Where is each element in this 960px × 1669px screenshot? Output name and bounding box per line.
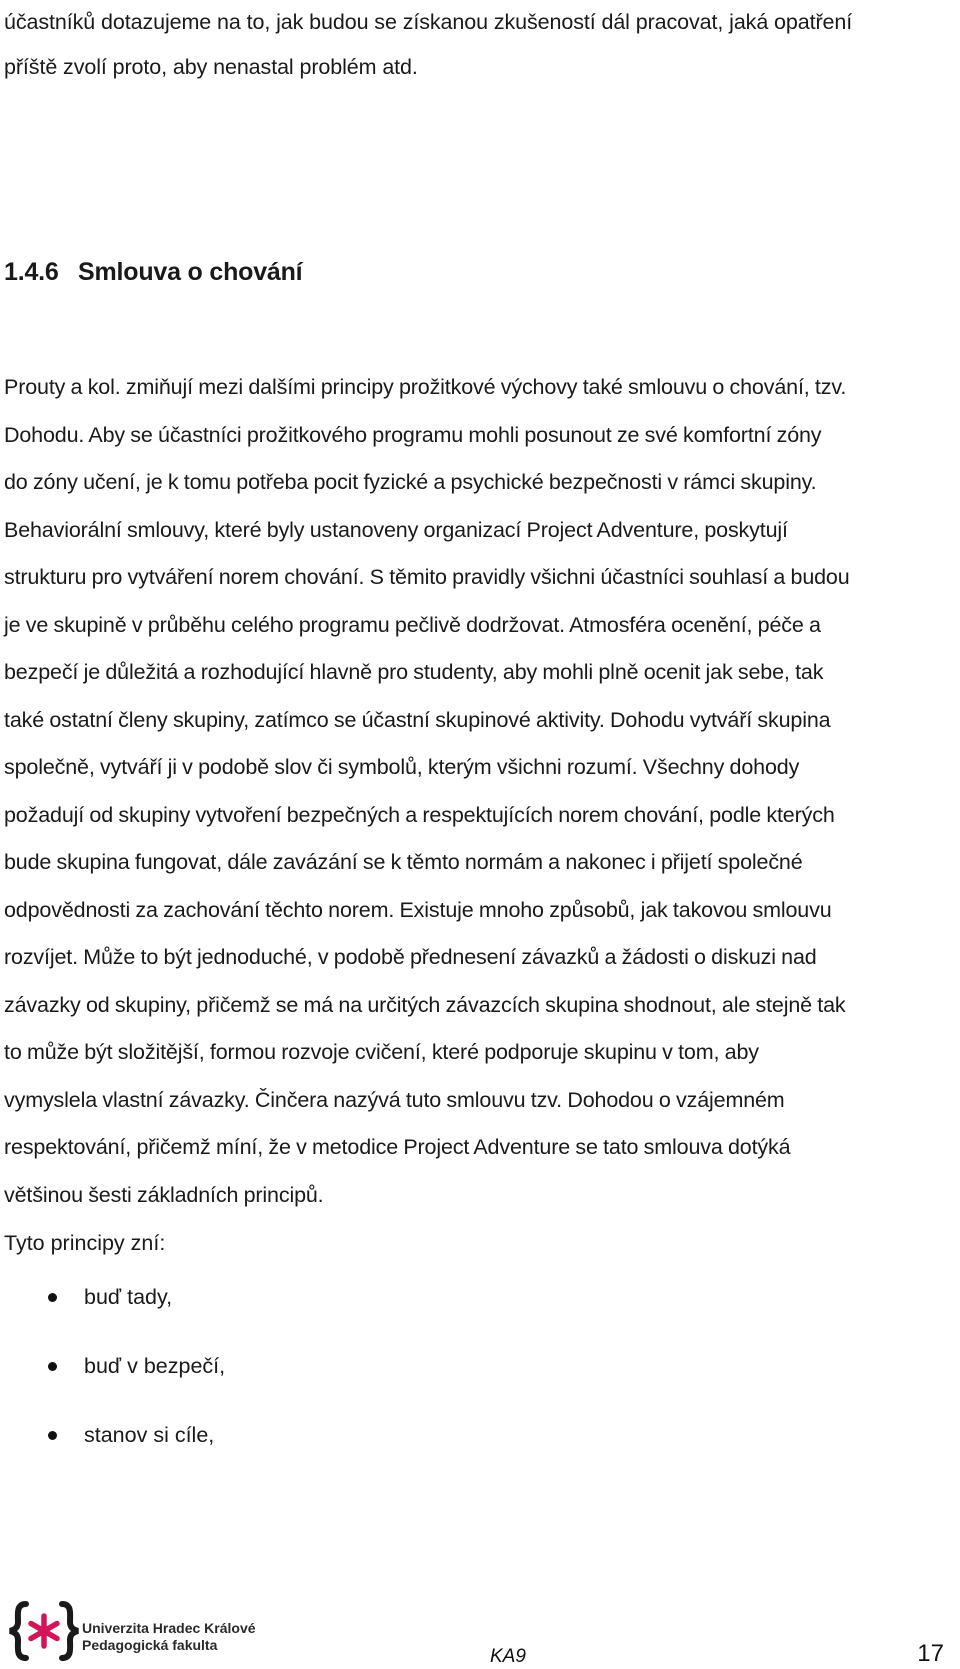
paragraph-line: rozvíjet. Může to být jednoduché, v podobě přednesení závazků a žádosti o diskuzi nad <box>4 945 817 969</box>
paragraph-line: závazky od skupiny, přičemž se má na určitých závazcích skupina shodnout, ale stejně tak <box>4 992 846 1017</box>
intro-line: příště zvolí proto, aby nenastal problém atd. <box>4 55 418 79</box>
list-item <box>4 1263 225 1332</box>
page-number: 17 <box>917 1640 944 1667</box>
paragraph-line: Behaviorální smlouvy, které byly ustanoveny organizací Project Adventure, poskytují <box>4 517 788 542</box>
list-item <box>4 1332 225 1401</box>
intro-line: účastníků dotazujeme na to, jak budou se získanou zkušeností dál pracovat, jaká opatření <box>4 10 853 34</box>
paragraph-line: odpovědnosti za zachování těchto norem. Existuje mnoho způsobů, jak takovou smlouvu <box>4 897 832 922</box>
paragraph-line: vymyslela vlastní závazky. Činčera nazývá tuto smlouvu tzv. Dohodou o vzájemném <box>4 1087 785 1112</box>
paragraph-line: Dohodu. Aby se účastníci prožitkového programu mohli posunout ze své komfortní zóny <box>4 422 822 447</box>
list-lead: Tyto principy zní: <box>4 1231 166 1255</box>
list-item-text: stanov si cíle, <box>84 1423 215 1447</box>
paragraph-line: také ostatní členy skupiny, zatímco se účastní skupinové aktivity. Dohodu vytváří skupina <box>4 707 831 732</box>
section-number: 1.4.6 <box>4 258 59 286</box>
university-logo-icon <box>8 1600 90 1662</box>
page-footer <box>4 1600 956 1669</box>
bullet-icon <box>48 1431 57 1440</box>
logo-line: Univerzita Hradec Králové <box>82 1620 256 1636</box>
list-item-text: buď tady, <box>84 1285 173 1309</box>
paragraph-line: společně, vytváří ji v podobě slov či symbolů, kterým všichni rozumí. Všechny dohody <box>4 755 800 779</box>
paragraph-line: Prouty a kol. zmiňují mezi dalšími principy prožitkové výchovy také smlouvu o chování, tzv. <box>4 375 847 399</box>
paragraph-line: to může být složitější, formou rozvoje cvičení, které podporuje skupinu v tom, aby <box>4 1040 759 1064</box>
paragraph-line: bude skupina fungovat, dále zavázání se k těmto normám a nakonec i přijetí společné <box>4 850 803 874</box>
paragraph-line: strukturu pro vytváření norem chování. S těmito pravidly všichni účastníci souhlasí a budou <box>4 565 850 589</box>
section-heading <box>4 258 302 287</box>
bullet-icon <box>48 1293 57 1302</box>
bullet-icon <box>48 1362 57 1371</box>
paragraph-line: požadují od skupiny vytvoření bezpečných a respektujících norem chování, podle kterých <box>4 802 835 827</box>
section-title: Smlouva o chování <box>78 258 303 286</box>
paragraph-line: většinou šesti základních principů. <box>4 1182 324 1207</box>
intro-paragraph <box>4 0 950 90</box>
principles-list <box>4 1263 225 1470</box>
paragraph-line: do zóny učení, je k tomu potřeba pocit fyzické a psychické bezpečnosti v rámci skupiny. <box>4 470 817 494</box>
paragraph-line: respektování, přičemž míní, že v metodice Project Adventure se tato smlouva dotýká <box>4 1135 791 1159</box>
document-page <box>4 0 956 1669</box>
body-paragraph <box>4 364 956 1219</box>
paragraph-line: bezpečí je důležitá a rozhodující hlavně pro studenty, aby mohli plně ocenit jak sebe, tak <box>4 660 824 684</box>
list-item-text: buď v bezpečí, <box>84 1354 226 1378</box>
logo-text <box>82 1620 256 1654</box>
logo-line: Pedagogická fakulta <box>82 1637 218 1653</box>
list-item <box>4 1401 225 1470</box>
paragraph-line: je ve skupině v průběhu celého programu pečlivě dodržovat. Atmosféra ocenění, péče a <box>4 612 821 637</box>
footer-code: KA9 <box>490 1646 526 1667</box>
